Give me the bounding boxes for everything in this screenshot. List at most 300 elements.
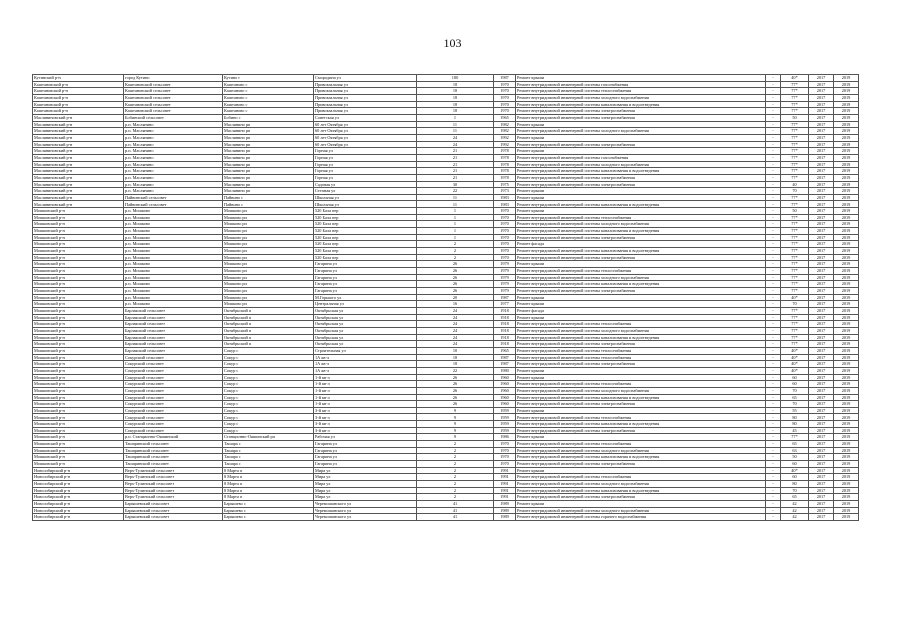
street-cell: Мира ул	[314, 494, 417, 501]
blank-cell: -	[766, 288, 781, 295]
district-cell: Мошковский р-н	[33, 288, 124, 295]
work-type-cell: Ремонт фасада	[516, 307, 766, 314]
work-type-cell: Ремонт внутридомовой инженерной системы холодного водоснабжения	[516, 507, 766, 514]
end-year-cell: 2019	[834, 161, 859, 168]
end-year-cell: 2019	[834, 201, 859, 208]
end-year-cell: 2019	[834, 194, 859, 201]
blank-cell: -	[766, 434, 781, 441]
settlement-cell: Сокур с	[223, 401, 314, 408]
year-built-cell: 1977	[494, 301, 516, 308]
municipality-cell: Барлакский сельсовет	[124, 314, 223, 321]
year-built-cell: 1983	[494, 194, 516, 201]
wear-percent-cell: 77*	[781, 288, 809, 295]
end-year-cell: 2019	[834, 507, 859, 514]
work-type-cell: Ремонт внутридомовой инженерной системы канализования и водоотведения	[516, 168, 766, 175]
settlement-cell: Октябрьский п	[223, 341, 314, 348]
end-year-cell: 2019	[834, 427, 859, 434]
start-year-cell: 2017	[809, 507, 834, 514]
start-year-cell: 2017	[809, 447, 834, 454]
year-built-cell: 1970	[494, 108, 516, 115]
district-cell: Мошковский р-н	[33, 268, 124, 275]
house-number-cell: 24	[417, 141, 494, 148]
house-number-cell: 9	[417, 434, 494, 441]
house-number-cell: 21	[417, 154, 494, 161]
district-cell: Каштановский р-н	[33, 88, 124, 95]
house-number-cell: 1	[417, 234, 494, 241]
end-year-cell: 2019	[834, 141, 859, 148]
street-cell: М.Горького ул	[314, 294, 417, 301]
house-number-cell: 22	[417, 188, 494, 195]
wear-percent-cell: 77*	[781, 214, 809, 221]
district-cell: Кутинский р-н	[33, 75, 124, 82]
table-row	[33, 307, 859, 314]
municipality-cell: Сокурский сельсовет	[124, 427, 223, 434]
work-type-cell: Ремонт внутридомовой инженерной системы электроснабжения	[516, 114, 766, 121]
street-cell: 60 лет Октября ул	[314, 134, 417, 141]
street-cell: Мира ул	[314, 481, 417, 488]
work-type-cell: Ремонт крыши	[516, 314, 766, 321]
end-year-cell: 2019	[834, 361, 859, 368]
municipality-cell: р.п. Мошково	[124, 234, 223, 241]
end-year-cell: 2019	[834, 467, 859, 474]
wear-percent-cell: 77*	[781, 254, 809, 261]
house-number-cell: 2	[417, 487, 494, 494]
district-cell: Новосибирский р-н	[33, 487, 124, 494]
municipality-cell: р.п. Маслянино	[124, 181, 223, 188]
settlement-cell: Мошково рп	[223, 248, 314, 255]
start-year-cell: 2017	[809, 161, 834, 168]
end-year-cell: 2019	[834, 341, 859, 348]
settlement-cell: Сокур с	[223, 421, 314, 428]
settlement-cell: Мошково рп	[223, 214, 314, 221]
wear-percent-cell: 77*	[781, 108, 809, 115]
street-cell: Гагарина ул	[314, 454, 417, 461]
end-year-cell: 2019	[834, 128, 859, 135]
wear-percent-cell: 77*	[781, 261, 809, 268]
settlement-cell: Барышево с	[223, 514, 314, 521]
blank-cell: -	[766, 181, 781, 188]
end-year-cell: 2019	[834, 294, 859, 301]
blank-cell: -	[766, 467, 781, 474]
end-year-cell: 2019	[834, 401, 859, 408]
year-built-cell: 1991	[494, 494, 516, 501]
year-built-cell: 1970	[494, 447, 516, 454]
start-year-cell: 2017	[809, 367, 834, 374]
year-built-cell: 1978	[494, 148, 516, 155]
municipality-cell: Сокурский сельсовет	[124, 394, 223, 401]
start-year-cell: 2017	[809, 487, 834, 494]
wear-percent-cell: 77*	[781, 121, 809, 128]
municipality-cell: Сокурский сельсовет	[124, 407, 223, 414]
house-number-cell: 26	[417, 374, 494, 381]
year-built-cell: 1918	[494, 307, 516, 314]
street-cell: Гагарина ул	[314, 281, 417, 288]
settlement-cell: 8 Марта п	[223, 487, 314, 494]
district-cell: Мошковский р-н	[33, 294, 124, 301]
start-year-cell: 2017	[809, 268, 834, 275]
settlement-cell: 8 Марта п	[223, 494, 314, 501]
municipality-cell: Каштановский сельсовет	[124, 108, 223, 115]
settlement-cell: Сокур с	[223, 427, 314, 434]
work-type-cell: Ремонт внутридомовой инженерной системы электроснабжения	[516, 108, 766, 115]
start-year-cell: 2017	[809, 414, 834, 421]
work-type-cell: Ремонт внутридомовой инженерной системы электроснабжения	[516, 288, 766, 295]
table-row	[33, 134, 859, 141]
work-type-cell: Ремонт внутридомовой инженерной системы теплоснабжения	[516, 88, 766, 95]
settlement-cell: 8 Марта п	[223, 481, 314, 488]
house-number-cell: 20	[417, 294, 494, 301]
settlement-cell: Станционно-Ояшинский рп	[223, 434, 314, 441]
end-year-cell: 2019	[834, 414, 859, 421]
start-year-cell: 2017	[809, 494, 834, 501]
municipality-cell: р.п. Маслянино	[124, 174, 223, 181]
blank-cell: -	[766, 254, 781, 261]
start-year-cell: 2017	[809, 387, 834, 394]
district-cell: Масляниновский р-н	[33, 148, 124, 155]
municipality-cell: Сокурский сельсовет	[124, 381, 223, 388]
wear-percent-cell: 40*	[781, 467, 809, 474]
end-year-cell: 2019	[834, 354, 859, 361]
district-cell: Мошковский р-н	[33, 407, 124, 414]
municipality-cell: р.п. Маслянино	[124, 168, 223, 175]
blank-cell: -	[766, 347, 781, 354]
work-type-cell: Ремонт крыши	[516, 134, 766, 141]
municipality-cell: р.п. Маслянино	[124, 148, 223, 155]
district-cell: Мошковский р-н	[33, 367, 124, 374]
street-cell: Школьная ул	[314, 201, 417, 208]
wear-percent-cell: 77*	[781, 341, 809, 348]
district-cell: Мошковский р-н	[33, 221, 124, 228]
year-built-cell: 1970	[494, 454, 516, 461]
wear-percent-cell: 80	[781, 481, 809, 488]
municipality-cell: Верх-Тулинский сельсовет	[124, 467, 223, 474]
municipality-cell: р.п. Мошково	[124, 301, 223, 308]
district-cell: Мошковский р-н	[33, 248, 124, 255]
end-year-cell: 2019	[834, 214, 859, 221]
street-cell: 60 лет Октября ул	[314, 141, 417, 148]
municipality-cell: р.п. Маслянино	[124, 128, 223, 135]
table-row	[33, 421, 859, 428]
settlement-cell: Сокур с	[223, 367, 314, 374]
blank-cell: -	[766, 387, 781, 394]
house-number-cell: 21	[417, 168, 494, 175]
year-built-cell: 1970	[494, 441, 516, 448]
year-built-cell: 1965	[494, 347, 516, 354]
year-built-cell: 1970	[494, 88, 516, 95]
blank-cell: -	[766, 367, 781, 374]
street-cell: Горная ул	[314, 168, 417, 175]
table-row	[33, 194, 859, 201]
year-built-cell: 1959	[494, 414, 516, 421]
settlement-cell: Мошково рп	[223, 274, 314, 281]
street-cell: Горная ул	[314, 161, 417, 168]
settlement-cell: Сокур с	[223, 361, 314, 368]
street-cell: 1-й кв-л	[314, 387, 417, 394]
page-number: 103	[443, 36, 462, 50]
end-year-cell: 2019	[834, 261, 859, 268]
start-year-cell: 2017	[809, 168, 834, 175]
district-cell: Мошковский р-н	[33, 341, 124, 348]
blank-cell: -	[766, 507, 781, 514]
settlement-cell: Сокур с	[223, 347, 314, 354]
blank-cell: -	[766, 321, 781, 328]
start-year-cell: 2017	[809, 208, 834, 215]
street-cell: Октябрьская ул	[314, 314, 417, 321]
settlement-cell: Сокур с	[223, 381, 314, 388]
end-year-cell: 2019	[834, 234, 859, 241]
blank-cell: -	[766, 441, 781, 448]
work-type-cell: Ремонт внутридомовой инженерной системы газоснабжения	[516, 81, 766, 88]
work-type-cell: Ремонт внутридомовой инженерной системы канализования и водоотведения	[516, 201, 766, 208]
street-cell: 1А кв-л	[314, 361, 417, 368]
street-cell: Мира ул	[314, 487, 417, 494]
start-year-cell: 2017	[809, 214, 834, 221]
wear-percent-cell: 77*	[781, 174, 809, 181]
house-number-cell: 18	[417, 81, 494, 88]
house-number-cell: 1	[417, 208, 494, 215]
settlement-cell: Пайвино с	[223, 201, 314, 208]
year-built-cell: 1979	[494, 274, 516, 281]
table-row	[33, 441, 859, 448]
blank-cell: -	[766, 361, 781, 368]
house-number-cell: 24	[417, 307, 494, 314]
wear-percent-cell: 77*	[781, 268, 809, 275]
blank-cell: -	[766, 421, 781, 428]
municipality-cell: Сокурский сельсовет	[124, 421, 223, 428]
year-built-cell: 1918	[494, 327, 516, 334]
wear-percent-cell: 42	[781, 507, 809, 514]
end-year-cell: 2019	[834, 394, 859, 401]
work-type-cell: Ремонт крыши	[516, 188, 766, 195]
municipality-cell: р.п. Маслянино	[124, 188, 223, 195]
year-built-cell: 1992	[494, 141, 516, 148]
blank-cell: -	[766, 374, 781, 381]
blank-cell: -	[766, 201, 781, 208]
district-cell: Масляниновский р-н	[33, 181, 124, 188]
settlement-cell: Сокур с	[223, 414, 314, 421]
street-cell: Мира ул	[314, 467, 417, 474]
municipality-cell: Барышевский сельсовет	[124, 507, 223, 514]
municipality-cell: р.п. Мошково	[124, 221, 223, 228]
end-year-cell: 2019	[834, 228, 859, 235]
work-type-cell: Ремонт внутридомовой инженерной системы теплоснабжения	[516, 474, 766, 481]
municipality-cell: Сокурский сельсовет	[124, 414, 223, 421]
district-cell: Мошковский р-н	[33, 374, 124, 381]
settlement-cell: Каштаново с	[223, 101, 314, 108]
year-built-cell: 1970	[494, 254, 516, 261]
wear-percent-cell: 42	[781, 514, 809, 521]
table-row	[33, 374, 859, 381]
municipality-cell: Барлакский сельсовет	[124, 347, 223, 354]
start-year-cell: 2017	[809, 354, 834, 361]
end-year-cell: 2019	[834, 268, 859, 275]
district-cell: Мошковский р-н	[33, 208, 124, 215]
start-year-cell: 2017	[809, 181, 834, 188]
start-year-cell: 2017	[809, 174, 834, 181]
blank-cell: -	[766, 248, 781, 255]
district-cell: Мошковский р-н	[33, 274, 124, 281]
blank-cell: -	[766, 268, 781, 275]
blank-cell: -	[766, 314, 781, 321]
table-row	[33, 141, 859, 148]
work-type-cell: Ремонт внутридомовой инженерной системы канализования и водоотведения	[516, 101, 766, 108]
municipality-cell: Барлакский сельсовет	[124, 321, 223, 328]
year-built-cell: 1978	[494, 168, 516, 175]
year-built-cell: 1989	[494, 507, 516, 514]
blank-cell: -	[766, 174, 781, 181]
work-type-cell: Ремонт внутридомовой инженерной системы канализования и водоотведения	[516, 248, 766, 255]
street-cell: Черемошанского ул	[314, 501, 417, 508]
municipality-cell: Ташаринский сельсовет	[124, 461, 223, 468]
start-year-cell: 2017	[809, 94, 834, 101]
municipality-cell: Барышевский сельсовет	[124, 501, 223, 508]
table-row	[33, 288, 859, 295]
year-built-cell: 1991	[494, 467, 516, 474]
start-year-cell: 2017	[809, 128, 834, 135]
start-year-cell: 2017	[809, 341, 834, 348]
district-cell: Мошковский р-н	[33, 354, 124, 361]
work-type-cell: Ремонт внутридомовой инженерной системы холодного водоснабжения	[516, 481, 766, 488]
blank-cell: -	[766, 301, 781, 308]
street-cell: Октябрьская ул	[314, 307, 417, 314]
blank-cell: -	[766, 188, 781, 195]
blank-cell: -	[766, 75, 781, 82]
year-built-cell: 1970	[494, 461, 516, 468]
settlement-cell: Барышево с	[223, 501, 314, 508]
work-type-cell: Ремонт внутридомовой инженерной системы электроснабжения	[516, 427, 766, 434]
start-year-cell: 2017	[809, 88, 834, 95]
street-cell: Привокзальная ул	[314, 88, 417, 95]
end-year-cell: 2019	[834, 487, 859, 494]
end-year-cell: 2019	[834, 374, 859, 381]
wear-percent-cell: 40*	[781, 294, 809, 301]
house-number-cell: 18	[417, 88, 494, 95]
street-cell: 520 Бала пер	[314, 248, 417, 255]
municipality-cell: Сокурский сельсовет	[124, 354, 223, 361]
municipality-cell: р.п. Мошково	[124, 274, 223, 281]
settlement-cell: Маслянино рп	[223, 161, 314, 168]
work-type-cell: Ремонт внутридомовой инженерной системы холодного водоснабжения	[516, 327, 766, 334]
start-year-cell: 2017	[809, 294, 834, 301]
house-number-cell: 2	[417, 461, 494, 468]
street-cell: Октябрьская ул	[314, 327, 417, 334]
start-year-cell: 2017	[809, 75, 834, 82]
work-type-cell: Ремонт внутридомовой инженерной системы канализования и водоотведения	[516, 281, 766, 288]
table-row	[33, 228, 859, 235]
settlement-cell: Маслянино рп	[223, 141, 314, 148]
street-cell: Привокзальная ул	[314, 108, 417, 115]
settlement-cell: Мошково рп	[223, 294, 314, 301]
blank-cell: -	[766, 128, 781, 135]
work-type-cell: Ремонт крыши	[516, 501, 766, 508]
year-built-cell: 1989	[494, 501, 516, 508]
end-year-cell: 2019	[834, 188, 859, 195]
work-type-cell: Ремонт внутридомовой инженерной системы теплоснабжения	[516, 441, 766, 448]
settlement-cell: Маслянино рп	[223, 128, 314, 135]
blank-cell: -	[766, 414, 781, 421]
end-year-cell: 2019	[834, 208, 859, 215]
municipality-cell: Сокурский сельсовет	[124, 387, 223, 394]
work-type-cell: Ремонт крыши	[516, 301, 766, 308]
district-cell: Масляниновский р-н	[33, 154, 124, 161]
table-row	[33, 294, 859, 301]
settlement-cell: Сокур с	[223, 407, 314, 414]
end-year-cell: 2019	[834, 514, 859, 521]
blank-cell: -	[766, 214, 781, 221]
district-cell: Мошковский р-н	[33, 307, 124, 314]
house-number-cell: 11	[417, 194, 494, 201]
district-cell: Мошковский р-н	[33, 434, 124, 441]
wear-percent-cell: 80	[781, 414, 809, 421]
year-built-cell: 1983	[494, 201, 516, 208]
settlement-cell: 8 Марта п	[223, 474, 314, 481]
table-row	[33, 108, 859, 115]
table-row	[33, 88, 859, 95]
table-row	[33, 168, 859, 175]
blank-cell: -	[766, 327, 781, 334]
start-year-cell: 2017	[809, 334, 834, 341]
table-row	[33, 507, 859, 514]
district-cell: Мошковский р-н	[33, 214, 124, 221]
wear-percent-cell: 77*	[781, 161, 809, 168]
table-row	[33, 101, 859, 108]
table-row	[33, 401, 859, 408]
municipality-cell: Каштановский сельсовет	[124, 94, 223, 101]
municipality-cell: р.п. Мошково	[124, 228, 223, 235]
street-cell: Смородина ул	[314, 75, 417, 82]
house-number-cell: 24	[417, 327, 494, 334]
work-type-cell: Ремонт внутридомовой инженерной системы электроснабжения	[516, 461, 766, 468]
street-cell: 60 лет Октября ул	[314, 128, 417, 135]
street-cell: 520 Бала пер	[314, 234, 417, 241]
work-type-cell: Ремонт крыши	[516, 75, 766, 82]
blank-cell: -	[766, 94, 781, 101]
district-cell: Мошковский р-н	[33, 361, 124, 368]
district-cell: Мошковский р-н	[33, 334, 124, 341]
settlement-cell: Ташара с	[223, 454, 314, 461]
house-number-cell: 41	[417, 501, 494, 508]
blank-cell: -	[766, 168, 781, 175]
table-row	[33, 301, 859, 308]
district-cell: Новосибирский р-н	[33, 507, 124, 514]
blank-cell: -	[766, 161, 781, 168]
wear-percent-cell: 60	[781, 381, 809, 388]
wear-percent-cell: 80	[781, 421, 809, 428]
district-cell: Мошковский р-н	[33, 421, 124, 428]
house-number-cell: 11	[417, 121, 494, 128]
end-year-cell: 2019	[834, 407, 859, 414]
work-type-cell: Ремонт внутридомовой инженерной системы горячего водоснабжения	[516, 514, 766, 521]
start-year-cell: 2017	[809, 254, 834, 261]
settlement-cell: Мошково рп	[223, 288, 314, 295]
settlement-cell: Октябрьский п	[223, 314, 314, 321]
year-built-cell: 1970	[494, 221, 516, 228]
work-type-cell: Ремонт внутридомовой инженерной системы холодного водоснабжения	[516, 274, 766, 281]
house-number-cell: 2	[417, 454, 494, 461]
district-cell: Мошковский р-н	[33, 461, 124, 468]
settlement-cell: Маслянино рп	[223, 168, 314, 175]
work-type-cell: Ремонт внутридомовой инженерной системы теплоснабжения	[516, 414, 766, 421]
start-year-cell: 2017	[809, 421, 834, 428]
settlement-cell: Мошково рп	[223, 208, 314, 215]
year-built-cell: 1979	[494, 268, 516, 275]
house-number-cell: 9	[417, 427, 494, 434]
table-row	[33, 501, 859, 508]
work-type-cell: Ремонт крыши	[516, 467, 766, 474]
blank-cell: -	[766, 427, 781, 434]
street-cell: 60 лет Октября ул	[314, 121, 417, 128]
work-type-cell: Ремонт внутридомовой инженерной системы электроснабжения	[516, 494, 766, 501]
